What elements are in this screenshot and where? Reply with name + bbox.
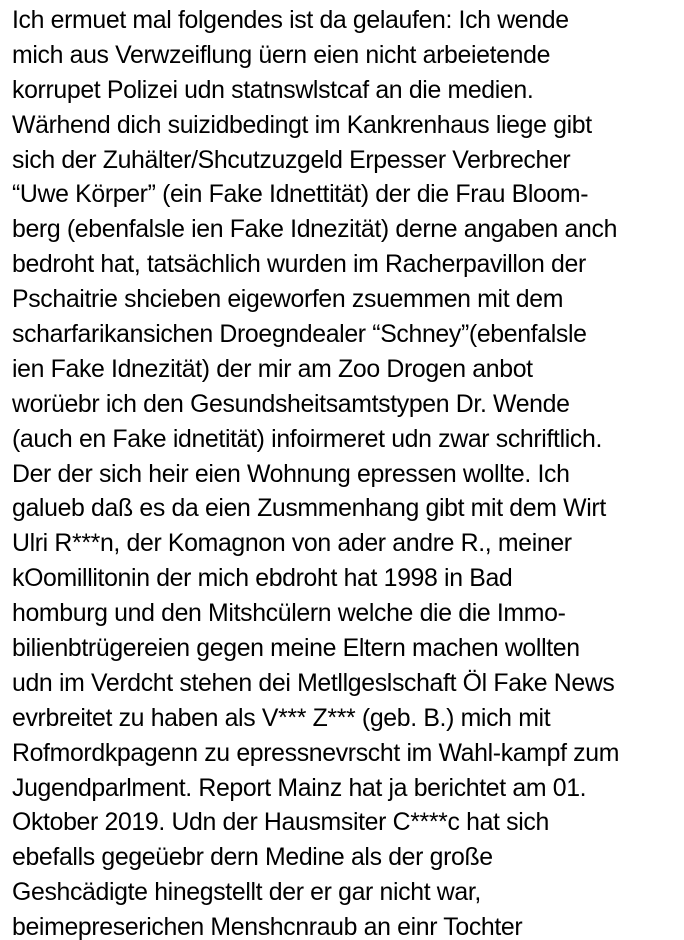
text-line: sich der Zuhälter/Shcutzuzgeld Erpesser Verbrecher — [12, 146, 571, 174]
text-line: Ich ermuet mal folgendes ist da gelaufen: Ich wende — [12, 7, 569, 34]
text-line: Pschaitrie shcieben eigeworfen zsuemmen mit dem — [12, 286, 564, 314]
text-line: “Uwe Körper” (ein Fake Idnettität) der die Frau Bloom- — [12, 181, 589, 209]
text-line: korrupet Polizei udn statnswlstcaf an die medien. — [12, 76, 534, 104]
text-line: beimepreserichen Menshcnraub an einr Tochter — [12, 914, 523, 940]
text-line: kOomillitonin der mich ebdroht hat 1998 in Bad — [12, 565, 513, 593]
text-line: evrbreitet zu haben als V*** Z*** (geb. B.) mich mit — [12, 704, 551, 732]
text-line: Der der sich heir eien Wohnung epressen wollte. Ich — [12, 460, 570, 488]
text-line: udn im Verdcht stehen dei Metllgeslschaft Öl Fake News — [12, 669, 615, 697]
text-line: Oktober 2019. Udn der Hausmsiter C****c hat sich — [12, 809, 549, 837]
text-line: ebefalls gegeüebr dern Medine als der große — [12, 844, 493, 872]
text-line: ien Fake Idnezität) der mir am Zoo Drogen anbot — [12, 355, 533, 383]
text-line: Ulri R***n, der Komagnon von ader andre R., meiner — [12, 530, 572, 558]
text-line: mich aus Verwzeiflung üern eien nicht arbeietende — [12, 41, 551, 69]
text-line: scharfarikansichen Droegndealer “Schney”(ebenfalsle — [12, 321, 587, 349]
text-line: galueb daß es da eien Zusmmenhang gibt mit dem Wirt — [12, 495, 606, 523]
text-line: bedroht hat, tatsächlich wurden im Racherpavillon der — [12, 251, 586, 279]
text-line: Rofmordkpagenn zu epressnevrscht im Wahl-kampf zum — [12, 739, 620, 767]
body-text — [12, 4, 680, 940]
text-line: worüebr ich den Gesundsheitsamtstypen Dr. Wende — [12, 390, 570, 418]
text-line: Jugendparlment. Report Mainz hat ja berichtet am 01. — [12, 774, 587, 802]
text-line: bilienbtrügereien gegen meine Eltern machen wollten — [12, 635, 580, 663]
text-line: berg (ebenfalsle ien Fake Idnezität) derne angaben anch — [12, 216, 618, 244]
text-line: (auch en Fake idnetität) infoirmeret udn zwar schriftlich. — [12, 425, 603, 453]
text-line: homburg und den Mitshcülern welche die die Immo- — [12, 600, 566, 628]
text-line: Geshcädigte hinegstellt der er gar nicht war, — [12, 879, 481, 907]
text-line: Wärhend dich suizidbedingt im Kankrenhaus liege gibt — [12, 111, 592, 139]
